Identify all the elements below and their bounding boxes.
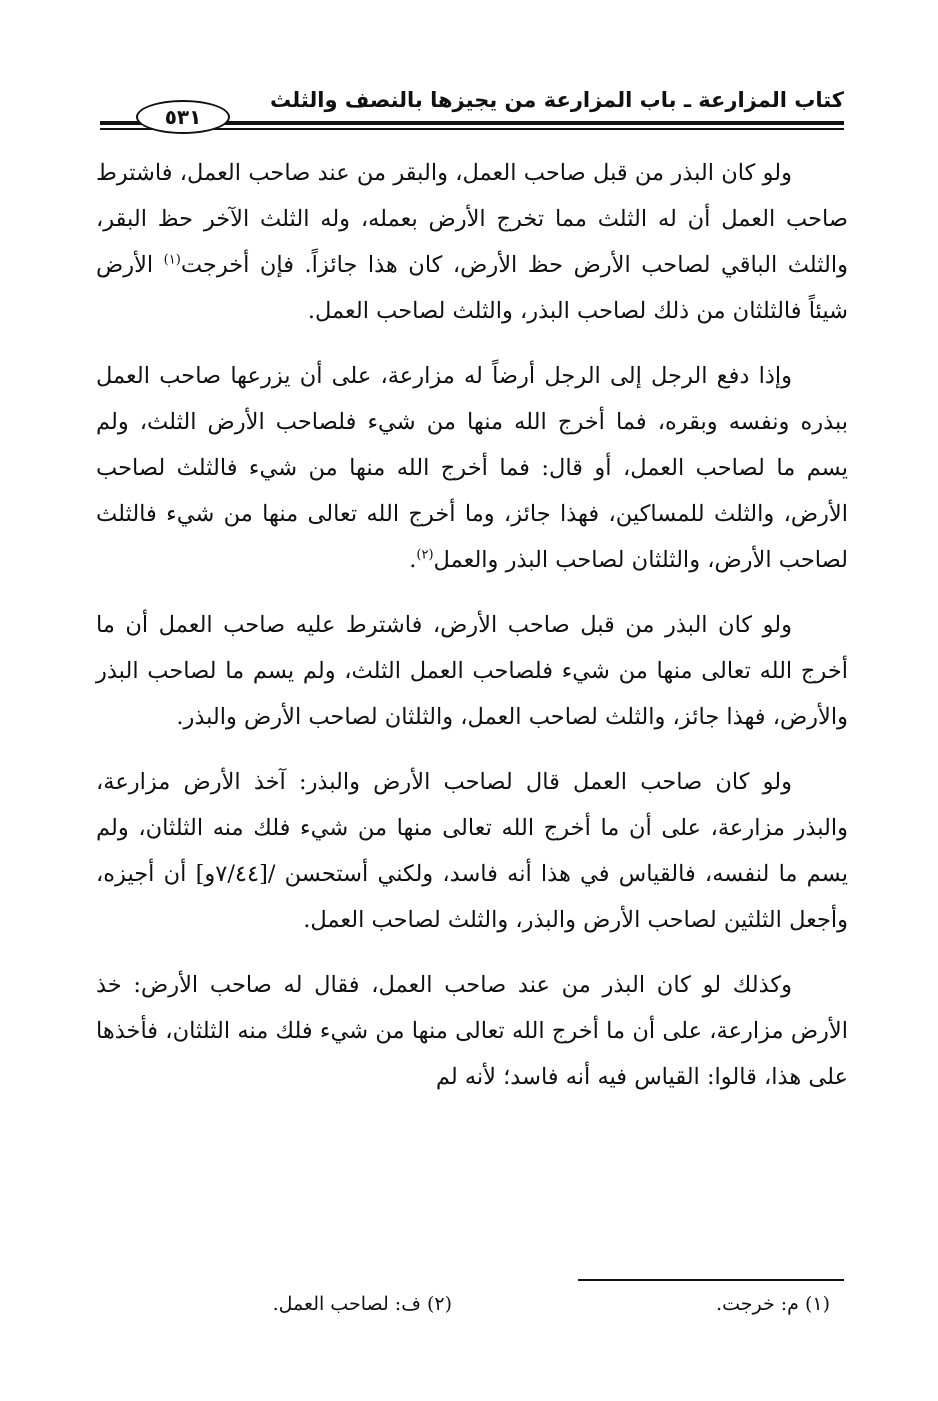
paragraph-5 <box>96 962 848 1100</box>
paragraph-text: الأرض شيئاً فالثلثان من ذلك لصاحب البذر، والثلث لصاحب العمل. <box>96 252 848 324</box>
paragraph-3 <box>96 602 848 740</box>
paragraph-text: ولو كان صاحب العمل قال لصاحب الأرض والبذر: آخذ الأرض مزارعة، والبذر مزارعة، على أن ما أخرج الله تعالى منها من شيء فلك منه الثلثان، ولم يسم ما لنفسه، فالقياس في هذا أنه فاسد، ولكني أستحسن /[٧/٤٤و] أن أجيزه، وأجعل الثلثين لصاحب الأرض والبذر، والثلث لصاحب العمل. <box>96 769 848 933</box>
footnote-2: (٢) ف: لصاحب العمل. <box>272 1293 452 1315</box>
paragraph-1 <box>96 150 848 334</box>
paragraph-2 <box>96 353 848 583</box>
page-number: ٥٣١ <box>136 100 230 134</box>
paragraph-text: ولو كان البذر من قبل صاحب الأرض، فاشترط عليه صاحب العمل أن ما أخرج الله تعالى منها من شيء فلصاحب العمل الثلث، ولم يسم ما لصاحب البذر والأرض، فهذا جائز، والثلث لصاحب العمل، والثلثان لصاحب الأرض والبذر. <box>96 612 848 730</box>
running-header <box>100 78 844 138</box>
paragraph-4 <box>96 759 848 943</box>
paragraph-text: وإذا دفع الرجل إلى الرجل أرضاً له مزارعة، على أن يزرعها صاحب العمل ببذره ونفسه وبقره، فما أخرج الله منها من شيء فلصاحب الأرض الثلث، ولم يسم ما لصاحب العمل، أو قال: فما أخرج الله منها من شيء فالثلث لصاحب الأرض، والثلث للمساكين، فهذا جائز، وما أخرج الله تعالى منها من شيء فالثلث لصاحب الأرض، والثلثان لصاحب البذر والعمل <box>96 363 848 573</box>
paragraph-text: . <box>409 547 417 573</box>
footnote-ref-2: (٢) <box>416 547 434 563</box>
main-text <box>96 150 848 1119</box>
chapter-title: كتاب المزارعة ـ باب المزارعة من يجيزها بالنصف والثلث <box>270 88 844 112</box>
paragraph-text: وكذلك لو كان البذر من عند صاحب العمل، فقال له صاحب الأرض: خذ الأرض مزارعة، على أن ما أخرج الله تعالى منها من شيء فلك منه الثلثان، فأخذها على هذا، قالوا: القياس فيه أنه فاسد؛ لأنه لم <box>96 972 848 1090</box>
footnote-separator <box>578 1279 844 1281</box>
paragraph-text: ولو كان البذر من قبل صاحب العمل، والبقر من عند صاحب العمل، فاشترط صاحب العمل أن له الثلث مما تخرج الأرض بعمله، وله الثلث الآخر حظ البقر، والثلث الباقي لصاحب الأرض حظ الأرض، كان هذا جائزاً. فإن أخرجت <box>96 160 849 278</box>
footnote-1: (١) م: خرجت. <box>716 1293 830 1315</box>
footnote-ref-1: (١) <box>163 252 181 268</box>
